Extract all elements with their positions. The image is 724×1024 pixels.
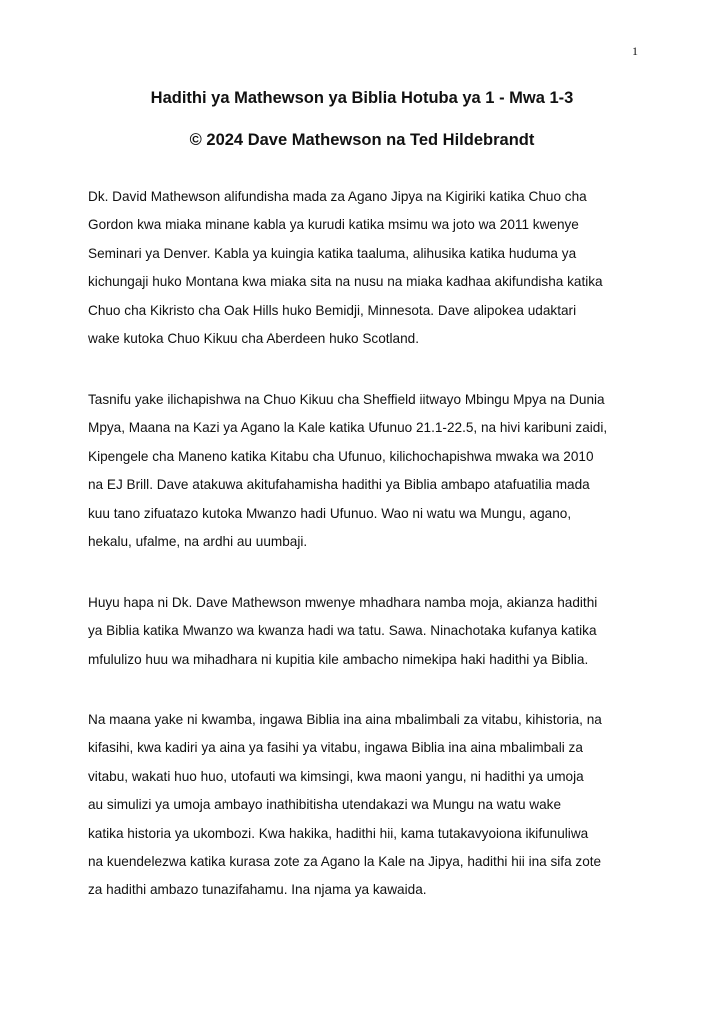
text-line: Tasnifu yake ilichapishwa na Chuo Kikuu cha Sheffield iitwayo Mbingu Mpya na Dunia — [88, 392, 605, 407]
text-line: Na maana yake ni kwamba, ingawa Biblia ina aina mbalimbali za vitabu, kihistoria, na — [88, 712, 602, 727]
paragraph-bio — [88, 183, 648, 353]
paragraph-biblical-story — [88, 706, 648, 905]
text-line: kifasihi, kwa kadiri ya aina ya fasihi ya vitabu, ingawa Biblia ina aina mbalimbali za — [88, 740, 583, 756]
text-line: au simulizi ya umoja ambayo inathibitisha utendakazi wa Mungu na watu wake — [88, 797, 562, 813]
text-line: Chuo cha Kikristo cha Oak Hills huko Bemidji, Minnesota. Dave alipokea udaktari — [88, 302, 577, 318]
text-line: na kuendelezwa katika kurasa zote za Agano la Kale na Jipya, hadithi hii ina sifa zote — [88, 854, 602, 870]
text-line: katika historia ya ukombozi. Kwa hakika, hadithi hii, kama tutakavyoiona ikifunuliwa — [88, 825, 589, 841]
text-line: Seminari ya Denver. Kabla ya kuingia katika taaluma, alihusika katika huduma ya — [88, 245, 577, 261]
text-line: na EJ Brill. Dave atakuwa akitufahamisha hadithi ya Biblia ambapo atafuatilia mada — [88, 477, 590, 493]
text-line: Gordon kwa miaka minane kabla ya kurudi katika msimu wa joto wa 2011 kwenye — [88, 217, 579, 233]
paragraph-lecture-intro — [88, 589, 648, 674]
text-line: vitabu, wakati huo huo, utofauti wa kimsingi, kwa maoni yangu, ni hadithi ya umoja — [88, 768, 584, 784]
document-title: Hadithi ya Mathewson ya Biblia Hotuba ya 1 - Mwa 1-3 — [150, 89, 574, 107]
text-line: za hadithi ambazo tunazifahamu. Ina njama ya kawaida. — [88, 882, 427, 898]
text-line: mfululizo huu wa mihadhara ni kupitia kile ambacho nimekipa haki hadithi ya Biblia. — [88, 651, 589, 667]
text-line: wake kutoka Chuo Kikuu cha Aberdeen huko Scotland. — [88, 331, 420, 347]
paragraph-dissertation — [88, 386, 648, 556]
page-number: 1 — [632, 44, 638, 58]
text-line: Dk. David Mathewson alifundisha mada za Agano Jipya na Kigiriki katika Chuo cha — [88, 189, 587, 204]
text-line: kuu tano zifuatazo kutoka Mwanzo hadi Ufunuo. Wao ni watu wa Mungu, agano, — [88, 505, 572, 521]
text-line: Kipengele cha Maneno katika Kitabu cha Ufunuo, kilichochapishwa mwaka wa 2010 — [88, 448, 594, 464]
text-line: Mpya, Maana na Kazi ya Agano la Kale katika Ufunuo 21.1-22.5, na hivi karibuni zaidi, — [88, 420, 608, 436]
text-line: kichungaji huko Montana kwa miaka sita na nusu na miaka kadhaa akifundisha katika — [88, 274, 603, 290]
copyright-line: © 2024 Dave Mathewson na Ted Hildebrandt — [189, 131, 535, 149]
text-line: ya Biblia katika Mwanzo wa kwanza hadi wa tatu. Sawa. Ninachotaka kufanya katika — [88, 623, 597, 639]
text-line: Huyu hapa ni Dk. Dave Mathewson mwenye mhadhara namba moja, akianza hadithi — [88, 595, 598, 610]
text-line: hekalu, ufalme, na ardhi au uumbaji. — [88, 534, 308, 550]
